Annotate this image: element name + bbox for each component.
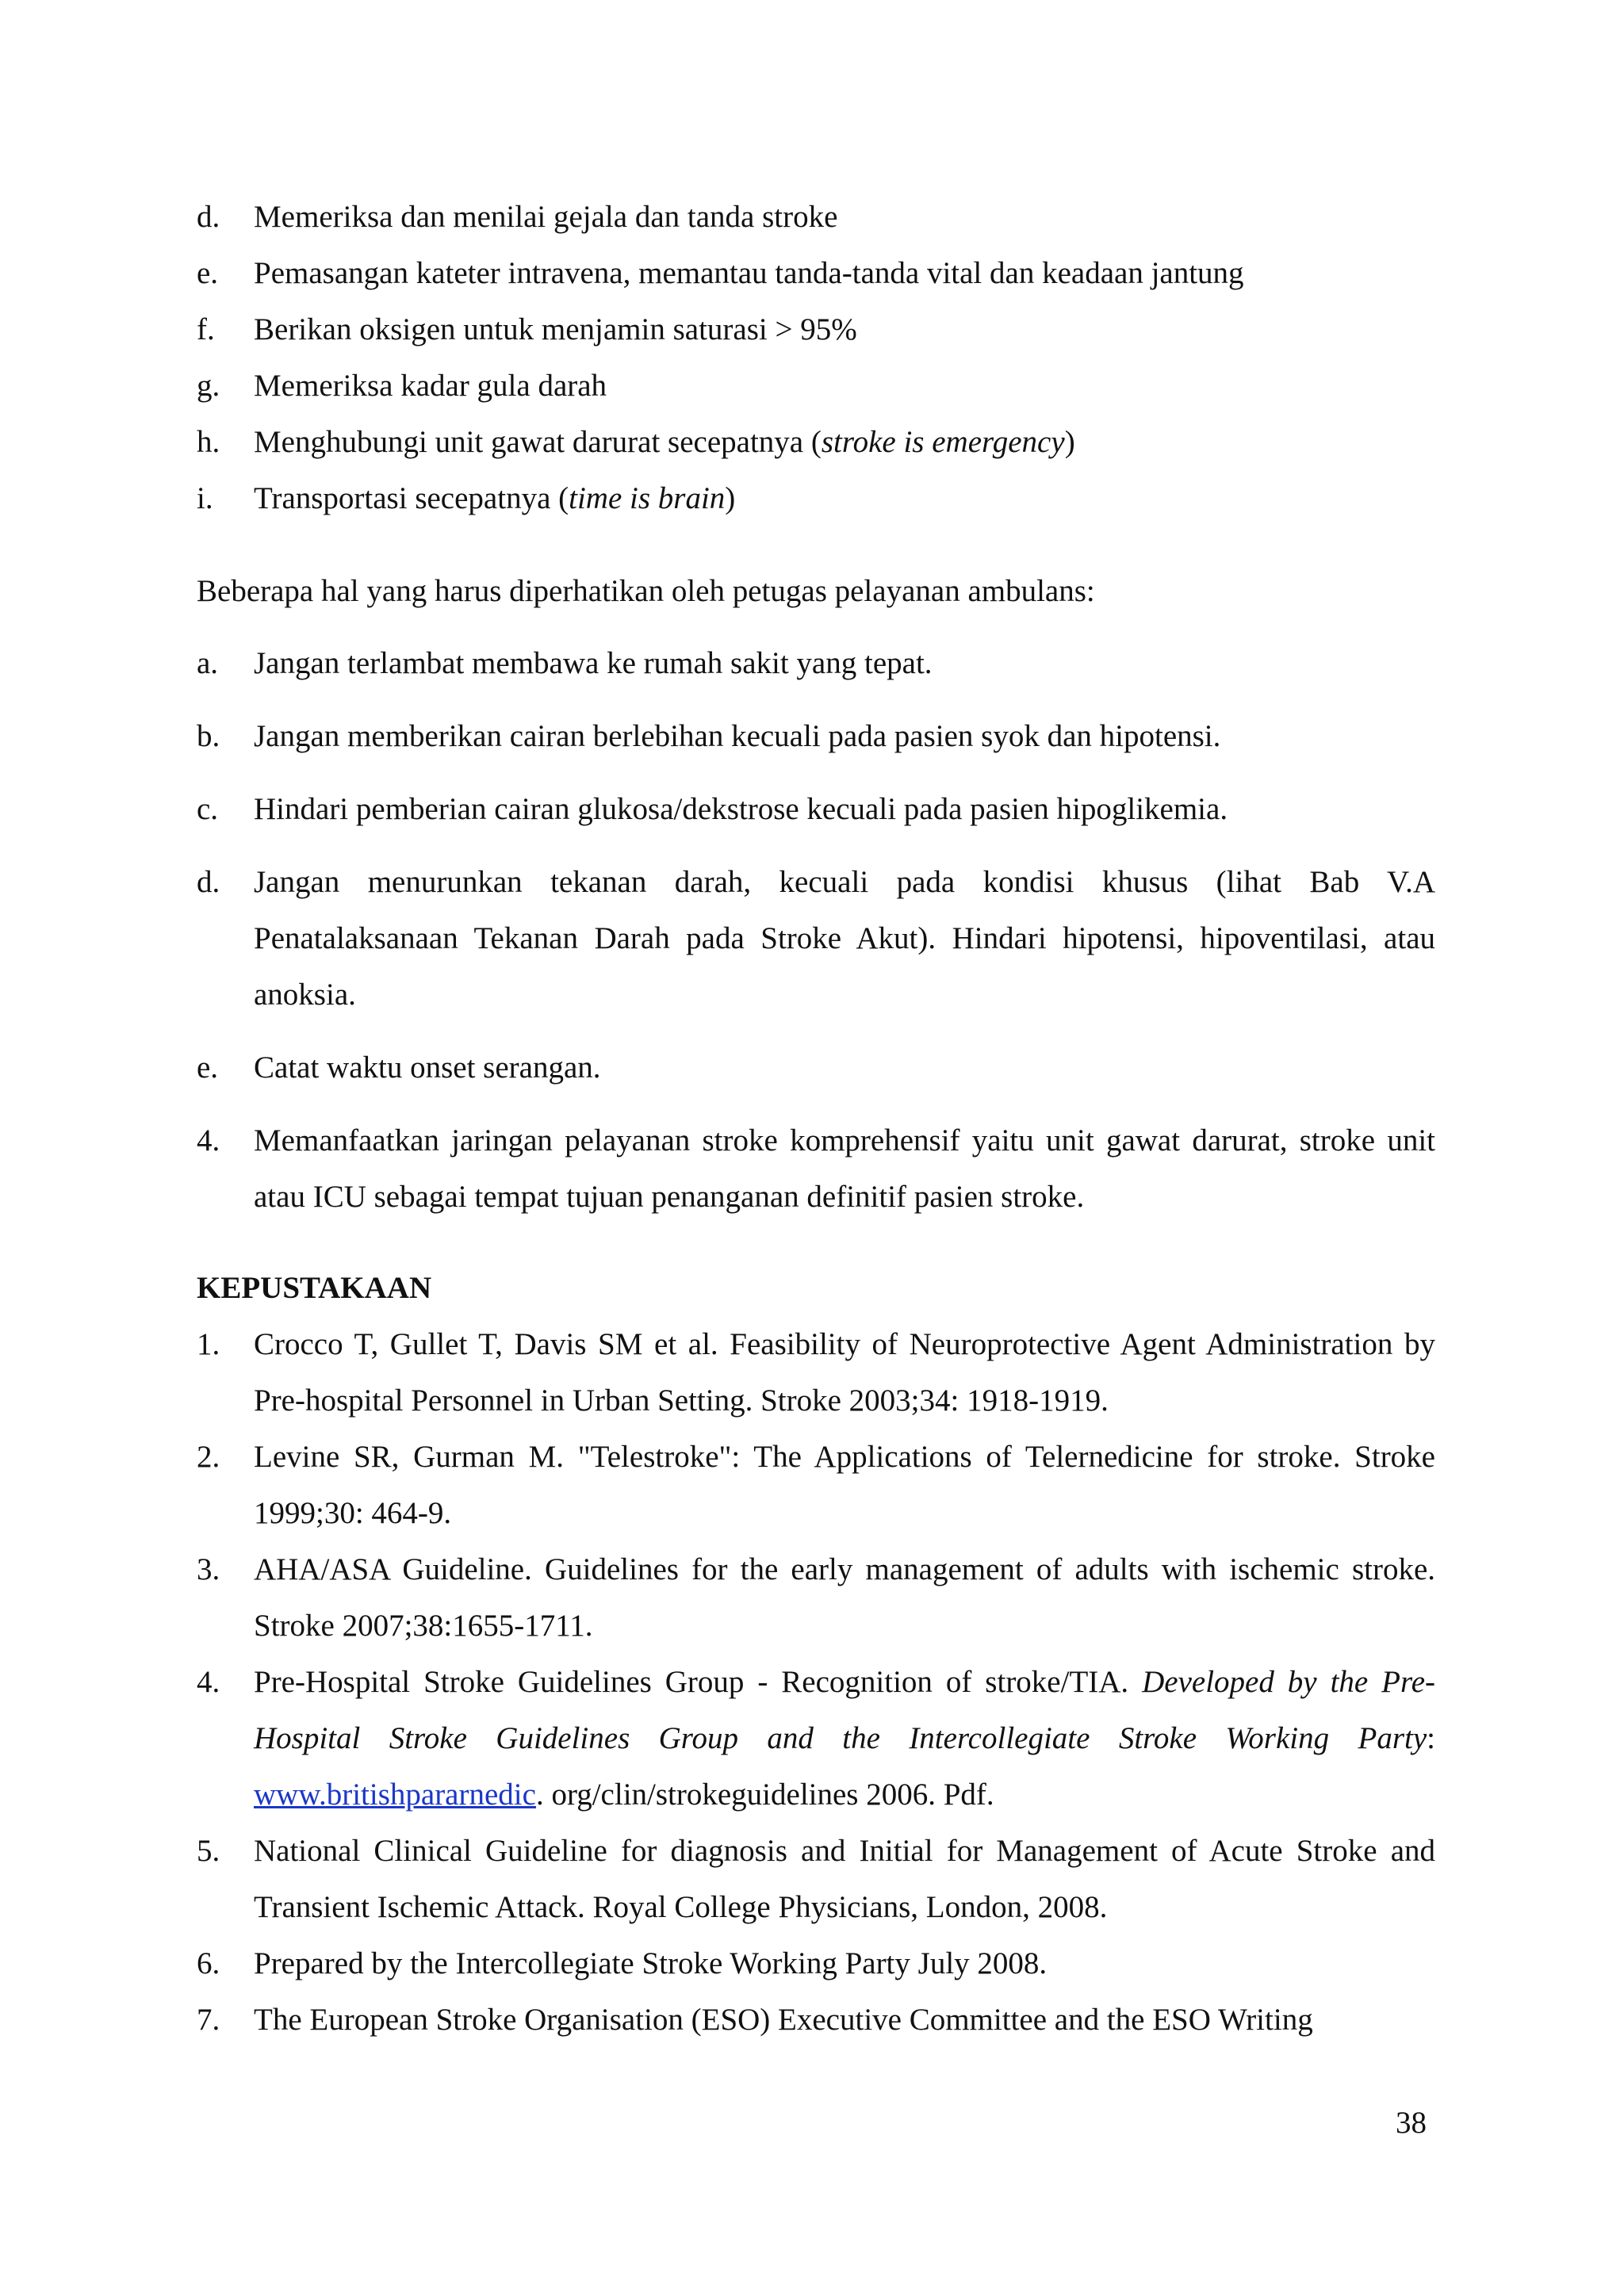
references-list [197, 1316, 1435, 2048]
page-content [197, 189, 1435, 2048]
list-marker: a. [197, 646, 219, 680]
list-marker: e. [197, 1050, 219, 1085]
list-marker: h. [197, 425, 220, 459]
reference-text: The European Stroke Organisation (ESO) Executive Committee and the ESO Writing [254, 2003, 1313, 2037]
list-marker: 6. [197, 1946, 220, 1980]
list-item [197, 245, 1435, 301]
list-text: Memeriksa dan menilai gejala dan tanda stroke [254, 200, 838, 234]
list-text: Jangan menurunkan tekanan darah, kecuali pada kondisi khusus (lihat Bab V.A Penatalaksanaan Tekanan Darah pada Stroke Akut). Hindari hipotensi, hipoventilasi, atau anoksia. [254, 865, 1435, 1012]
reference-item [197, 1935, 1435, 1992]
text-segment: Transportasi secepatnya ( [254, 481, 569, 515]
list-item [197, 708, 1435, 764]
text-segment: : [1427, 1721, 1435, 1755]
text-segment: Pre-Hospital Stroke Guidelines Group - Recognition of stroke/TIA. [254, 1665, 1143, 1699]
action-list [197, 189, 1435, 526]
list-item [197, 470, 1435, 526]
list-item [197, 1039, 1435, 1096]
list-text [254, 414, 1435, 470]
list-item [197, 1112, 1435, 1225]
list-marker: f. [197, 312, 215, 346]
list-marker: b. [197, 719, 220, 753]
list-marker: c. [197, 792, 219, 826]
list-marker: i. [197, 481, 213, 515]
list-text: Pemasangan kateter intravena, memantau tanda-tanda vital dan keadaan jantung [254, 256, 1244, 290]
reference-item [197, 1992, 1435, 2048]
list-marker: e. [197, 256, 219, 290]
list-item [197, 301, 1435, 358]
list-marker: 7. [197, 2003, 220, 2037]
reference-link[interactable]: www.britishpararnedic [254, 1777, 536, 1812]
intro-paragraph: Beberapa hal yang harus diperhatikan oleh petugas pelayanan ambulans: [197, 574, 1095, 608]
list-item [197, 854, 1435, 1023]
list-text: Memanfaatkan jaringan pelayanan stroke komprehensif yaitu unit gawat darurat, stroke unit atau ICU sebagai tempat tujuan penanganan definitif pasien stroke. [254, 1123, 1435, 1214]
list-text: Memeriksa kadar gula darah [254, 369, 607, 403]
text-segment: . org/clin/strokeguidelines 2006. Pdf. [535, 1777, 994, 1812]
reference-text: Prepared by the Intercollegiate Stroke Working Party July 2008. [254, 1946, 1048, 1980]
reference-item [197, 1429, 1435, 1541]
text-segment: ) [725, 481, 736, 515]
list-item [197, 189, 1435, 245]
reference-item [197, 1316, 1435, 1429]
reference-item [197, 1541, 1435, 1654]
list-marker: 1. [197, 1327, 220, 1361]
ambulance-notes-list [197, 635, 1435, 1225]
list-text: Jangan memberikan cairan berlebihan kecuali pada pasien syok dan hipotensi. [254, 719, 1221, 753]
list-marker: 4. [197, 1665, 220, 1699]
reference-text: Levine SR, Gurman M. "Telestroke": The Applications of Telernedicine for stroke. Stroke 1999;30: 464-9. [254, 1440, 1435, 1530]
list-text: Jangan terlambat membawa ke rumah sakit yang tepat. [254, 646, 933, 680]
reference-text [254, 1654, 1435, 1823]
list-item [197, 414, 1435, 470]
list-item [197, 781, 1435, 837]
list-text: Berikan oksigen untuk menjamin saturasi > 95% [254, 312, 857, 346]
reference-text: National Clinical Guideline for diagnosis and Initial for Management of Acute Stroke and Transient Ischemic Attack. Royal College Physicians, London, 2008. [254, 1834, 1435, 1924]
list-marker: 2. [197, 1440, 220, 1474]
page-number: 38 [1396, 2106, 1427, 2140]
reference-text: AHA/ASA Guideline. Guidelines for the early management of adults with ischemic stroke. Stroke 2007;38:1655-1711. [254, 1552, 1435, 1643]
reference-item [197, 1823, 1435, 1935]
text-segment: ) [1064, 425, 1075, 459]
list-marker: d. [197, 200, 220, 234]
list-item [197, 635, 1435, 691]
list-marker: 3. [197, 1552, 220, 1586]
list-marker: 5. [197, 1834, 220, 1868]
italic-phrase: stroke is emergency [821, 425, 1065, 459]
list-text: Hindari pemberian cairan glukosa/dekstrose kecuali pada pasien hipoglikemia. [254, 792, 1228, 826]
list-text: Catat waktu onset serangan. [254, 1050, 601, 1085]
list-text [254, 470, 1435, 526]
text-segment: Menghubungi unit gawat darurat secepatnya ( [254, 425, 822, 459]
italic-phrase: Developed by the Pre-Hospital Stroke Guidelines Group and the Intercollegiate Stroke Working Party [254, 1665, 1436, 1755]
italic-phrase: time is brain [569, 481, 726, 515]
reference-text: Crocco T, Gullet T, Davis SM et al. Feasibility of Neuroprotective Agent Administration by Pre-hospital Personnel in Urban Setting. Stroke 2003;34: 1918-1919. [254, 1327, 1435, 1418]
references-heading: KEPUSTAKAAN [197, 1271, 432, 1305]
list-marker: d. [197, 865, 220, 899]
reference-item [197, 1654, 1435, 1823]
list-marker: 4. [197, 1123, 220, 1158]
list-item [197, 358, 1435, 414]
list-marker: g. [197, 369, 220, 403]
